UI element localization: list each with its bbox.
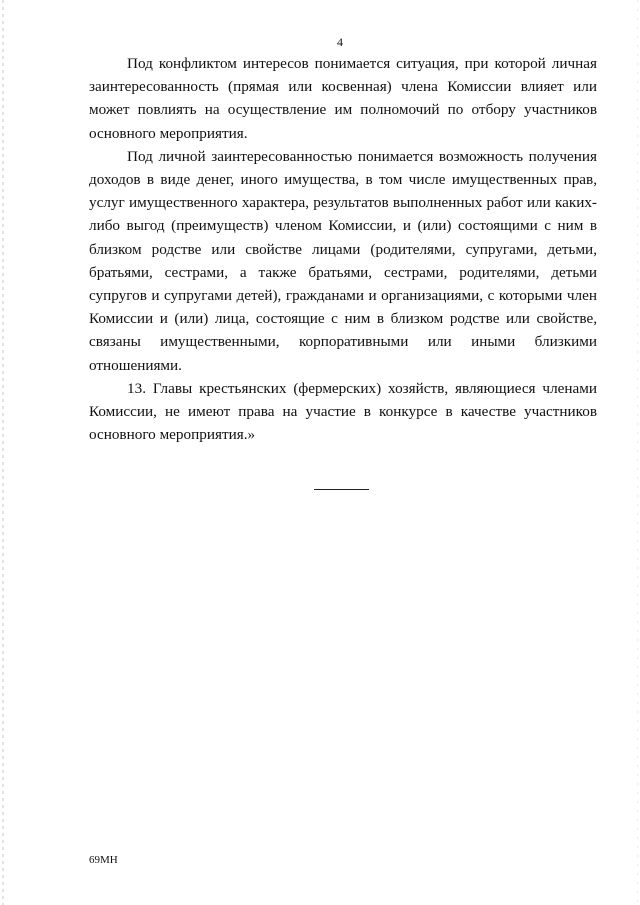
paragraph-item-13: 13. Главы крестьянских (фермерских) хозяйств, являющиеся членами Комиссии, не имеют права на участие в конкурсе в качестве участников основного мероприятия.» — [89, 379, 597, 444]
scan-edge-right — [637, 0, 638, 905]
end-separator-line — [314, 489, 369, 490]
paragraph-conflict-of-interest: Под конфликтом интересов понимается ситуация, при которой личная заинтересованность (прямая или косвенная) члена Комиссии влияет или может повлиять на осуществление им полномочий по отбору участников основного мероприятия. — [89, 55, 597, 142]
page-number: 4 — [337, 35, 343, 49]
document-body — [89, 52, 597, 446]
footer-document-code: 69МН — [89, 854, 118, 866]
scan-edge-left — [2, 0, 4, 905]
paragraph-personal-interest: Под личной заинтересованностью понимается возможность получения доходов в виде денег, иного имущества, в том числе имущественных прав, услуг имущественного характера, результатов выполненных работ или каких- либо выгод (преимуществ) членом Комиссии, и (или) состоящими с ним в близком родстве или свойстве лицами (родителями, супругами, детьми, братьями, сестрами, а также братьями, сестрами, родителями, детьми супругов и супругами детей), гражданами и организациями, с которыми член Комиссии и (или) лица, состоящие с ним в близком родстве или свойстве, связаны имущественными, корпоративными или иными близкими отношениями. — [89, 147, 597, 374]
